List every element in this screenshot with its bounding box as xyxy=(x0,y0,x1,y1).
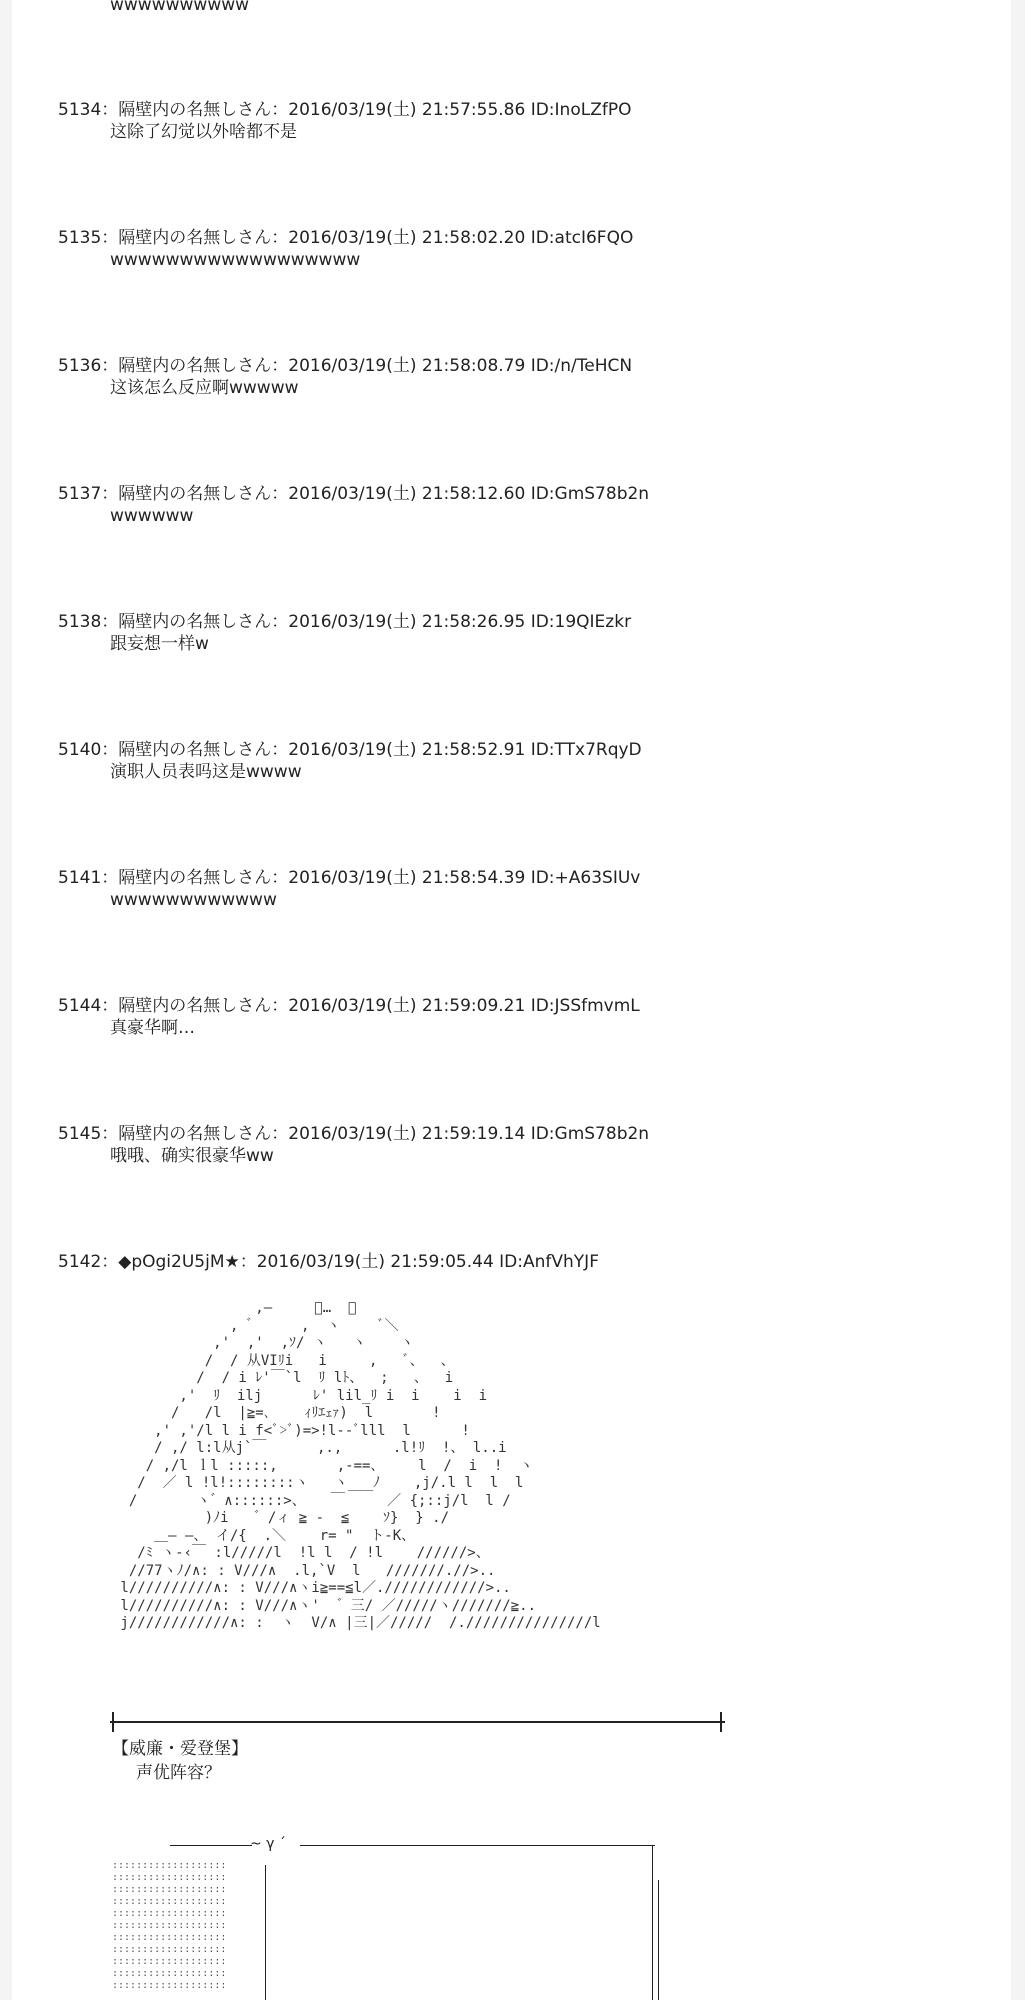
post-5140 xyxy=(58,739,958,783)
post-5145 xyxy=(58,1123,958,1167)
post-header: 5137：隔壁内の名無しさん：2016/03/19(土) 21:58:12.60 ID:GmS78b2n xyxy=(58,484,650,504)
post-body: 这除了幻觉以外啥都不是 xyxy=(110,122,297,142)
frame-border-right xyxy=(652,1845,653,2000)
post-body: wwwwwwwwww xyxy=(110,0,250,15)
post-5141 xyxy=(58,867,958,911)
divider-cross-right xyxy=(720,1712,722,1732)
frame-ornament: ~ γ ´ xyxy=(250,1836,286,1852)
post-5134 xyxy=(58,99,958,143)
post-5136 xyxy=(58,355,958,399)
frame-border-left xyxy=(265,1865,266,2000)
post-body: 真豪华啊… xyxy=(110,1018,195,1038)
divider-line xyxy=(110,1721,725,1723)
post-header: 5142：◆pOgi2U5jM★：2016/03/19(土) 21:59:05.44 ID:AnfVhYJF xyxy=(58,1252,599,1272)
post-body: 这该怎么反应啊wwwww xyxy=(110,378,299,398)
post-header: 5134：隔壁内の名無しさん：2016/03/19(土) 21:57:55.86 ID:InoLZfPO xyxy=(58,100,632,120)
post-body: 跟妄想一样w xyxy=(110,634,209,654)
top-fragment xyxy=(58,0,958,16)
frame-border-right-double xyxy=(658,1880,659,2000)
dotted-texture: ::::::::::::::::::: ::::::::::::::::::: ::::::::::::::::::: ::::::::::::::::::: ::::::::::::::::::: ::::::::::::::::::: ::::::::::::::::::: ::::::::::::::::::: ::::::::::::::::::: ::::::::::::::::::: ::::::::::::::::::: xyxy=(112,1860,227,1991)
post-body: wwwwwwwwwwwwwwwwww xyxy=(110,250,361,270)
speech-line: 声优阵容？ xyxy=(136,1763,221,1783)
post-header: 5136：隔壁内の名無しさん：2016/03/19(土) 21:58:08.79 ID:/n/TeHCN xyxy=(58,356,633,376)
post-header: 5138：隔壁内の名無しさん：2016/03/19(土) 21:58:26.95 ID:19QIEzkr xyxy=(58,612,632,632)
right-margin xyxy=(1011,0,1025,2000)
frame-border-top xyxy=(170,1845,252,1846)
post-5137 xyxy=(58,483,958,527)
ascii-art-illustration: ,― ﾞ… ￣ , ゙ , ヽ ﾞ＼ ,' ,' ,ｿ/ ヽ ヽ ヽ / / 从VIﾘi i , ﾞ、 、 / / i ﾚ'￣`l ﾘ lﾄ、 ; 、 i ,' ﾘ ilj ﾚ' lil_ﾘ i i i i / /l |≧=､ ｨﾘｴｪｧ) l ! ,' ,'/l l i f<ﾞ>ﾞ)=>!l--ﾞlll l ! / ,/ l:l从j`￣ ,., .l!ﾘ !、 l..i / ,/l ｌl :::::, ,-==、 l / i ! ヽ / ／ l !l!::::::::ヽ ヽ___ﾉ ,j/.l l l l / ヽ゛∧::::::>、 ￣ ／ {;::j/l l / )ﾉi ゛/ィ ≧ - ≦ ｿ} } ./ ＿― ―、 イ/{ .＼ r= " ト-K、 /ﾐ ヽ-‹￣ :l/////l !l l / !l //////>、 //77ヽﾉ/∧: : V///∧ .l,`V l ///////.//>.. l//////////∧: : V///∧ヽi≧==≦l／.////////////>.. l//////////∧: : V///∧ヽ' ゛三/ ／/////ヽ///////≧.. j////////////∧: : ヽ V/∧ |三|／///// /.///////////////l xyxy=(120,1300,601,1631)
left-margin xyxy=(0,0,12,2000)
post-5135 xyxy=(58,227,958,271)
post-5138 xyxy=(58,611,958,655)
post-body: wwwwwwwwwwww xyxy=(110,890,277,910)
post-header: 5145：隔壁内の名無しさん：2016/03/19(土) 21:59:19.14 ID:GmS78b2n xyxy=(58,1124,650,1144)
post-5144 xyxy=(58,995,958,1039)
post-header: 5140：隔壁内の名無しさん：2016/03/19(土) 21:58:52.91 ID:TTx7RqyD xyxy=(58,740,642,760)
post-body: 演职人员表吗这是wwww xyxy=(110,762,302,782)
post-header: 5135：隔壁内の名無しさん：2016/03/19(土) 21:58:02.20 ID:atcI6FQO xyxy=(58,228,634,248)
post-body: 哦哦、确实很豪华ww xyxy=(110,1146,274,1166)
post-header: 5144：隔壁内の名無しさん：2016/03/19(土) 21:59:09.21 ID:JSSfmvmL xyxy=(58,996,640,1016)
divider-cross-left xyxy=(112,1712,114,1732)
post-5142 xyxy=(58,1251,958,1273)
speaker-name: 【威廉・爱登堡】 xyxy=(112,1739,248,1759)
post-header: 5141：隔壁内の名無しさん：2016/03/19(土) 21:58:54.39 ID:+A63SIUv xyxy=(58,868,641,888)
post-body: wwwwww xyxy=(110,506,194,526)
frame-border-top-right xyxy=(300,1845,655,1846)
